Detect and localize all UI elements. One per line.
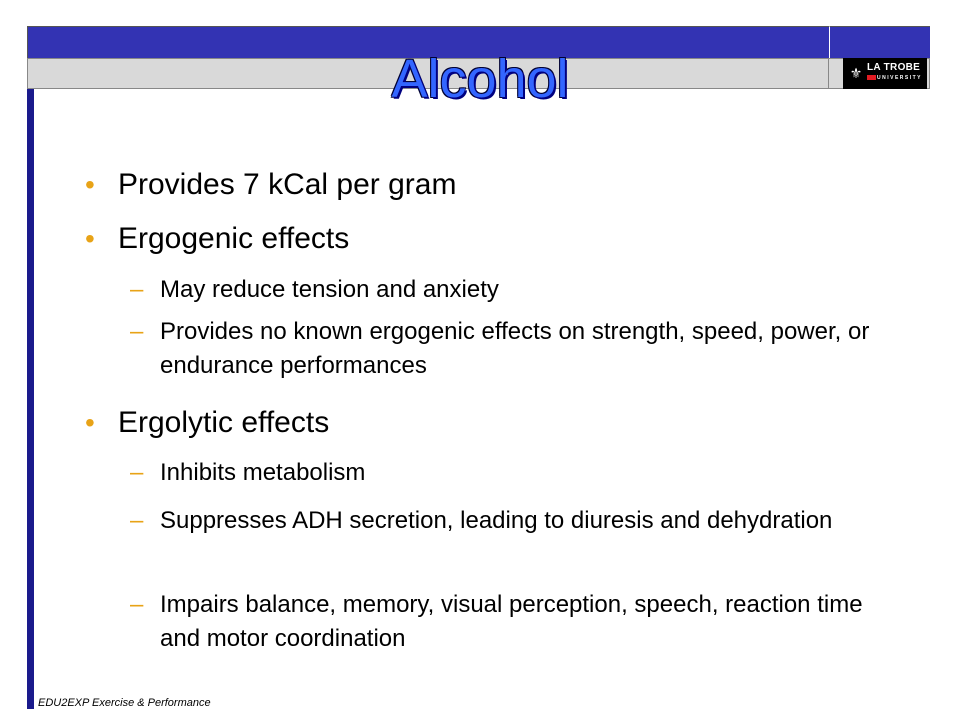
sub-bullet-item [130, 273, 880, 307]
sub-bullet-marker: – [130, 459, 144, 486]
logo-name: LA TROBE [867, 62, 921, 73]
sub-bullet-marker: – [130, 276, 144, 303]
sub-bullet-item [130, 315, 880, 383]
sub-bullet-text: May reduce tension and anxiety [160, 276, 499, 303]
bullet-marker: • [85, 169, 95, 200]
sub-bullet-text: Inhibits metabolism [160, 459, 366, 486]
left-rail [27, 89, 34, 709]
bullet-item [85, 405, 330, 441]
sub-bullet-text: Provides no known ergogenic effects on strength, speed, power, or endurance performances [160, 318, 870, 379]
logo-emblem-icon: ⚜ [849, 65, 863, 81]
bullet-text: Ergolytic effects [118, 406, 330, 439]
sub-bullet-item [130, 504, 860, 538]
bullet-text: Ergogenic effects [118, 222, 350, 255]
bullet-text: Provides 7 kCal per gram [118, 168, 457, 201]
sub-bullet-item [130, 588, 880, 656]
sub-bullet-item [130, 456, 880, 490]
sub-bullet-marker: – [130, 507, 144, 534]
sub-bullet-text: Suppresses ADH secretion, leading to diuresis and dehydration [160, 507, 833, 534]
sub-bullet-marker: – [130, 318, 144, 345]
sub-bullet-marker: – [130, 591, 144, 618]
bullet-marker: • [85, 223, 95, 254]
bullet-marker: • [85, 407, 95, 438]
slide-title: Alcohol [391, 49, 569, 109]
slide-footer: EDU2EXP Exercise & Performance [38, 697, 211, 709]
logo-subtitle: UNIVERSITY [877, 75, 923, 81]
bullet-item [85, 221, 350, 257]
bullet-item [85, 167, 457, 203]
sub-bullet-text: Impairs balance, memory, visual perception, speech, reaction time and motor coordination [160, 591, 863, 652]
